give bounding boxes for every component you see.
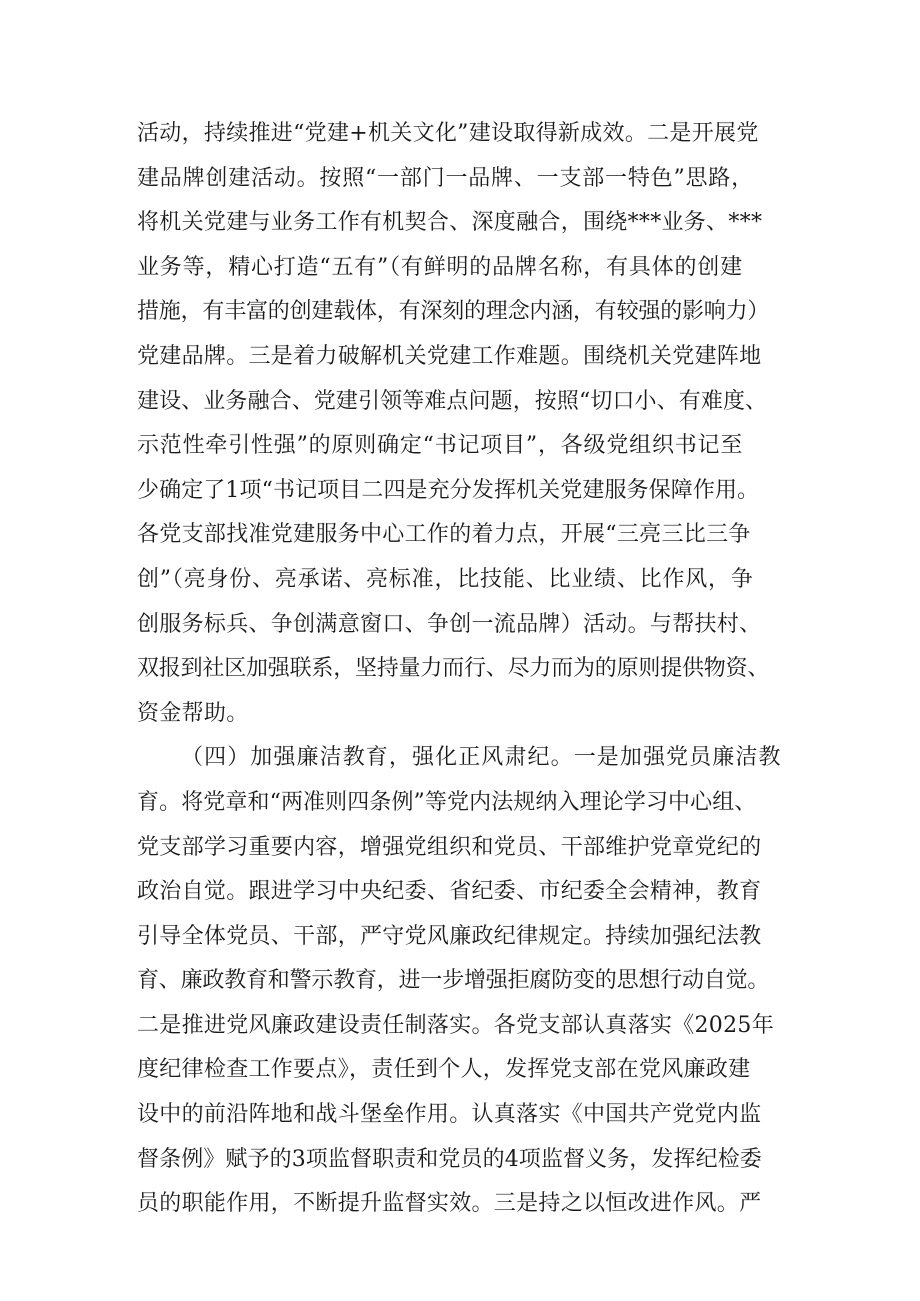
text-line: 创服务标兵、争创满意窗口、争创一流品牌）活动。与帮扶村、 — [137, 611, 762, 637]
text-line: 措施，有丰富的创建载体，有深刻的理念内涵，有较强的影响力） — [137, 299, 770, 325]
document-body — [137, 112, 797, 1227]
text-line: 党支部学习重要内容，增强党组织和党员、干部维护党章党纪的 — [137, 834, 762, 860]
text-line: 双报到社区加强联系，坚持量力而行、尽力而为的原则提供物资、 — [137, 656, 770, 682]
text-line: 业务等，精心打造“五有”（有鲜明的品牌名称，有具体的创建 — [137, 254, 743, 280]
text-line: 建品牌创建活动。按照“一部门一品牌、一支部一特色”思路， — [137, 165, 754, 191]
text-line: 育、廉政教育和警示教育，进一步增强拒腐防变的思想行动自觉。 — [137, 968, 770, 994]
text-line: 引导全体党员、干部，严守党风廉政纪律规定。持续加强纪法教 — [137, 923, 762, 949]
text-line: 督条例》赋予的3项监督职责和党员的4项监督义务，发挥纪检委 — [137, 1146, 762, 1172]
text-line: 育。将党章和“两准则四条例”等党内法规纳入理论学习中心组、 — [137, 789, 757, 815]
text-line: 创”（亮身份、亮承诺、亮标准，比技能、比业绩、比作风，争 — [137, 566, 754, 592]
text-line: 各党支部找准党建服务中心工作的着力点，开展“三亮三比三争 — [137, 522, 751, 548]
text-line: 二是推进党风廉政建设责任制落实。各党支部认真落实《2025年 — [137, 1012, 774, 1038]
section-heading-line: （四）加强廉洁教育，强化正风肃纪。一是加强党员廉洁教 — [181, 745, 782, 771]
text-line: 设中的前沿阵地和战斗堡垒作用。认真落实《中国共产党党内监 — [137, 1102, 762, 1128]
text-line: 活动，持续推进“党建+机关文化”建设取得新成效。二是开展党 — [137, 121, 759, 146]
text-line: 政治自觉。跟进学习中央纪委、省纪委、市纪委全会精神，教育 — [137, 879, 762, 905]
text-line: 建设、业务融合、党建引领等难点问题，按照“切口小、有难度、 — [137, 388, 768, 414]
text-line: 党建品牌。三是着力破解机关党建工作难题。围绕机关党建阵地 — [137, 343, 762, 369]
text-line: 资金帮助。 — [137, 700, 249, 726]
text-line: 将机关党建与业务工作有机契合、深度融合，围绕***业务、*** — [137, 210, 763, 236]
text-line: 员的职能作用，不断提升监督实效。三是持之以恒改进作风。严 — [137, 1191, 762, 1217]
text-line: 度纪律检查工作要点》，责任到个人，发挥党支部在党风廉政建 — [137, 1057, 751, 1083]
text-line: 示范性牵引性强”的原则确定“书记项目”，各级党组织书记至 — [137, 433, 744, 459]
text-line: 少确定了1项“书记项目二四是充分发挥机关党建服务保障作用。 — [137, 477, 760, 503]
